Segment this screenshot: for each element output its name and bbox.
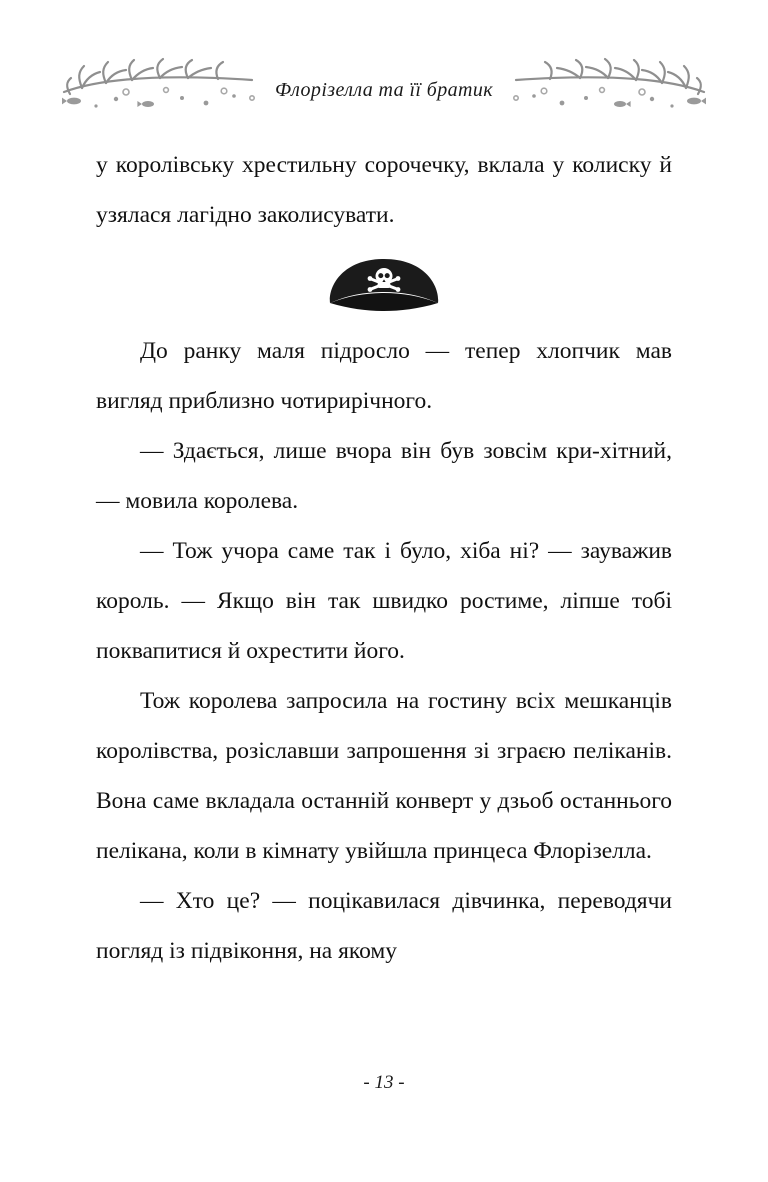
- paragraph: у королівську хрестильну сорочечку, вклала у колиску й узялася лагідно заколисувати.: [96, 152, 672, 228]
- branch-ornament-right: [502, 52, 712, 114]
- paragraph: — Тож учора саме так і було, хіба ні? — зауважив король. — Якщо він так швидко ростиме, ліпше тобі поквапитися й охрестити його.: [96, 538, 672, 664]
- running-head-title: Флорізелла та її братик: [261, 79, 507, 102]
- paragraph: — Хто це? — поцікавилася дівчинка, переводячи погляд із підвіконня, на якому: [96, 888, 672, 964]
- page-body: [96, 140, 672, 976]
- section-divider: [96, 240, 672, 326]
- page-number: - 13 -: [363, 1072, 405, 1093]
- paragraph: Тож королева запросила на гостину всіх мешканців королівства, розіславши запрошення зі зграєю пеліканів. Вона саме вкладала останній конверт у дзьоб останнього пелікана, коли в кімнату увійшла принцеса Флорізелла.: [96, 688, 672, 864]
- paragraph: До ранку маля підросло — тепер хлопчик мав вигляд приблизно чотирирічного.: [96, 338, 672, 414]
- pirate-hat-icon: [324, 253, 444, 313]
- paragraph: — Здається, лише вчора він був зовсім кри-хітний, — мовила королева.: [96, 438, 672, 514]
- branch-ornament-left: [56, 52, 266, 114]
